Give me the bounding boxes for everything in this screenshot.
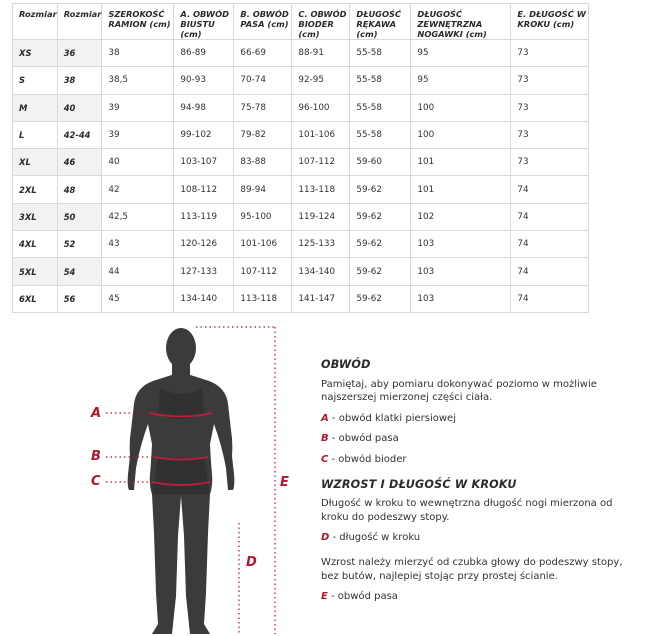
- cell-inseam: 74: [511, 231, 589, 258]
- table-row: [13, 231, 589, 258]
- cell-size-letter: M: [13, 94, 58, 121]
- table-row: [13, 67, 589, 94]
- cell-sleeve: 59-62: [350, 203, 411, 230]
- cell-shoulder-width: 39: [102, 121, 174, 148]
- cell-bust: 134-140: [174, 285, 234, 312]
- cell-shoulder-width: 44: [102, 258, 174, 285]
- cell-outer-leg: 103: [411, 285, 511, 312]
- cell-size-letter: XL: [13, 149, 58, 176]
- label-e: E: [280, 475, 289, 490]
- size-table: [12, 3, 589, 313]
- cell-bust: 99-102: [174, 121, 234, 148]
- cell-inseam: 74: [511, 203, 589, 230]
- cell-hips: 119-124: [292, 203, 350, 230]
- cell-sleeve: 55-58: [350, 94, 411, 121]
- cell-bust: 90-93: [174, 67, 234, 94]
- obwod-text: Pamiętaj, aby pomiaru dokonywać poziomo w możliwie najszerszej mierzonej części ciała.: [321, 378, 597, 404]
- cell-size-letter: 2XL: [13, 176, 58, 203]
- label-d: D: [246, 555, 257, 570]
- cell-sleeve: 59-62: [350, 285, 411, 312]
- cell-waist: 107-112: [234, 258, 292, 285]
- cell-waist: 113-118: [234, 285, 292, 312]
- table-row: [13, 285, 589, 312]
- cell-shoulder-width: 45: [102, 285, 174, 312]
- label-a: A: [91, 406, 102, 421]
- cell-waist: 89-94: [234, 176, 292, 203]
- table-row: [13, 94, 589, 121]
- cell-inseam: 73: [511, 67, 589, 94]
- wzrost-text-1: Długość w kroku to wewnętrzna długość nogi mierzona od kroku do podeszwy stopy.: [321, 498, 613, 523]
- cell-size-letter: 6XL: [13, 285, 58, 312]
- cell-shoulder-width: 40: [102, 149, 174, 176]
- item-d-letter: D: [321, 532, 330, 544]
- cell-waist: 70-74: [234, 67, 292, 94]
- cell-sleeve: 59-62: [350, 258, 411, 285]
- cell-size-number: 56: [57, 285, 102, 312]
- cell-inseam: 74: [511, 176, 589, 203]
- cell-shoulder-width: 39: [102, 94, 174, 121]
- wzrost-text-2: Wzrost należy mierzyć od czubka głowy do podeszwy stopy, bez butów, najlepiej stojąc przy prostej ścianie.: [321, 556, 623, 582]
- cell-outer-leg: 95: [411, 67, 511, 94]
- cell-waist: 83-88: [234, 149, 292, 176]
- col-header-outer-leg: DŁUGOŚĆ ZEWNĘTRZNA NOGAWKI (cm): [411, 4, 511, 40]
- cell-outer-leg: 103: [411, 258, 511, 285]
- cell-bust: 94-98: [174, 94, 234, 121]
- wzrost-title: WZROST I DŁUGOŚĆ W KROKU: [321, 477, 517, 491]
- item-c: [321, 453, 641, 467]
- cell-size-letter: 4XL: [13, 231, 58, 258]
- cell-hips: 92-95: [292, 67, 350, 94]
- cell-outer-leg: 101: [411, 176, 511, 203]
- cell-sleeve: 55-58: [350, 40, 411, 67]
- item-b-letter: B: [321, 433, 329, 445]
- cell-shoulder-width: 42,5: [102, 203, 174, 230]
- cell-size-number: 48: [57, 176, 102, 203]
- cell-hips: 134-140: [292, 258, 350, 285]
- cell-inseam: 74: [511, 285, 589, 312]
- cell-waist: 101-106: [234, 231, 292, 258]
- cell-sleeve: 55-58: [350, 67, 411, 94]
- item-b: [321, 432, 641, 446]
- item-e: [321, 590, 641, 604]
- cell-sleeve: 59-62: [350, 176, 411, 203]
- cell-bust: 127-133: [174, 258, 234, 285]
- table-row: [13, 121, 589, 148]
- cell-hips: 101-106: [292, 121, 350, 148]
- cell-waist: 66-69: [234, 40, 292, 67]
- cell-outer-leg: 100: [411, 94, 511, 121]
- size-table-body: [13, 40, 589, 313]
- body-figure: [0, 318, 320, 636]
- cell-outer-leg: 100: [411, 121, 511, 148]
- cell-inseam: 73: [511, 149, 589, 176]
- cell-size-letter: 5XL: [13, 258, 58, 285]
- cell-shoulder-width: 38,5: [102, 67, 174, 94]
- cell-outer-leg: 103: [411, 231, 511, 258]
- item-d-text: - długość w kroku: [329, 532, 421, 544]
- col-header-bust: A. OBWÓD BIUSTU (cm): [174, 4, 234, 40]
- cell-inseam: 73: [511, 121, 589, 148]
- body-silhouette-image: [0, 318, 320, 636]
- cell-hips: 141-147: [292, 285, 350, 312]
- cell-size-number: 36: [57, 40, 102, 67]
- cell-size-letter: S: [13, 67, 58, 94]
- item-c-letter: C: [321, 453, 329, 465]
- col-header-inseam: E. DŁUGOŚĆ W KROKU (cm): [511, 4, 589, 40]
- table-row: [13, 176, 589, 203]
- cell-waist: 75-78: [234, 94, 292, 121]
- item-a-text: - obwód klatki piersiowej: [328, 412, 456, 424]
- cell-size-number: 40: [57, 94, 102, 121]
- size-table-header: [13, 4, 589, 40]
- cell-bust: 120-126: [174, 231, 234, 258]
- cell-size-number: 50: [57, 203, 102, 230]
- col-header-size-number: Rozmiar: [57, 4, 102, 40]
- col-header-hips: C. OBWÓD BIODER (cm): [292, 4, 350, 40]
- cell-shoulder-width: 43: [102, 231, 174, 258]
- cell-hips: 88-91: [292, 40, 350, 67]
- cell-inseam: 74: [511, 258, 589, 285]
- cell-hips: 125-133: [292, 231, 350, 258]
- cell-inseam: 73: [511, 40, 589, 67]
- cell-size-number: 38: [57, 67, 102, 94]
- col-header-sleeve: DŁUGOŚĆ RĘKAWA (cm): [350, 4, 411, 40]
- cell-shoulder-width: 38: [102, 40, 174, 67]
- cell-waist: 79-82: [234, 121, 292, 148]
- cell-bust: 113-119: [174, 203, 234, 230]
- col-header-shoulder-width: SZEROKOŚĆ RAMION (cm): [102, 4, 174, 40]
- cell-hips: 113-118: [292, 176, 350, 203]
- col-header-size-letter: Rozmiar: [13, 4, 58, 40]
- cell-size-number: 52: [57, 231, 102, 258]
- item-d: [321, 531, 641, 545]
- obwod-title: OBWÓD: [321, 358, 371, 371]
- measurement-info: [321, 358, 641, 604]
- cell-bust: 108-112: [174, 176, 234, 203]
- cell-size-number: 46: [57, 149, 102, 176]
- cell-inseam: 73: [511, 94, 589, 121]
- cell-sleeve: 55-58: [350, 121, 411, 148]
- label-c: C: [91, 474, 101, 489]
- item-a: [321, 412, 641, 426]
- cell-size-number: 54: [57, 258, 102, 285]
- table-row: [13, 203, 589, 230]
- cell-shoulder-width: 42: [102, 176, 174, 203]
- cell-hips: 107-112: [292, 149, 350, 176]
- cell-bust: 86-89: [174, 40, 234, 67]
- cell-outer-leg: 101: [411, 149, 511, 176]
- table-row: [13, 40, 589, 67]
- table-row: [13, 149, 589, 176]
- cell-size-letter: 3XL: [13, 203, 58, 230]
- cell-size-letter: XS: [13, 40, 58, 67]
- cell-sleeve: 59-62: [350, 231, 411, 258]
- label-b: B: [91, 449, 101, 464]
- table-row: [13, 258, 589, 285]
- item-a-letter: A: [321, 412, 329, 424]
- cell-waist: 95-100: [234, 203, 292, 230]
- cell-sleeve: 59-60: [350, 149, 411, 176]
- cell-outer-leg: 102: [411, 203, 511, 230]
- cell-outer-leg: 95: [411, 40, 511, 67]
- item-c-text: - obwód bioder: [328, 453, 407, 465]
- item-e-text: - obwód pasa: [327, 591, 398, 603]
- cell-size-letter: L: [13, 121, 58, 148]
- item-e-letter: E: [321, 591, 328, 603]
- col-header-waist: B. OBWÓD PASA (cm): [234, 4, 292, 40]
- cell-bust: 103-107: [174, 149, 234, 176]
- cell-hips: 96-100: [292, 94, 350, 121]
- item-b-text: - obwód pasa: [328, 433, 399, 445]
- cell-size-number: 42-44: [57, 121, 102, 148]
